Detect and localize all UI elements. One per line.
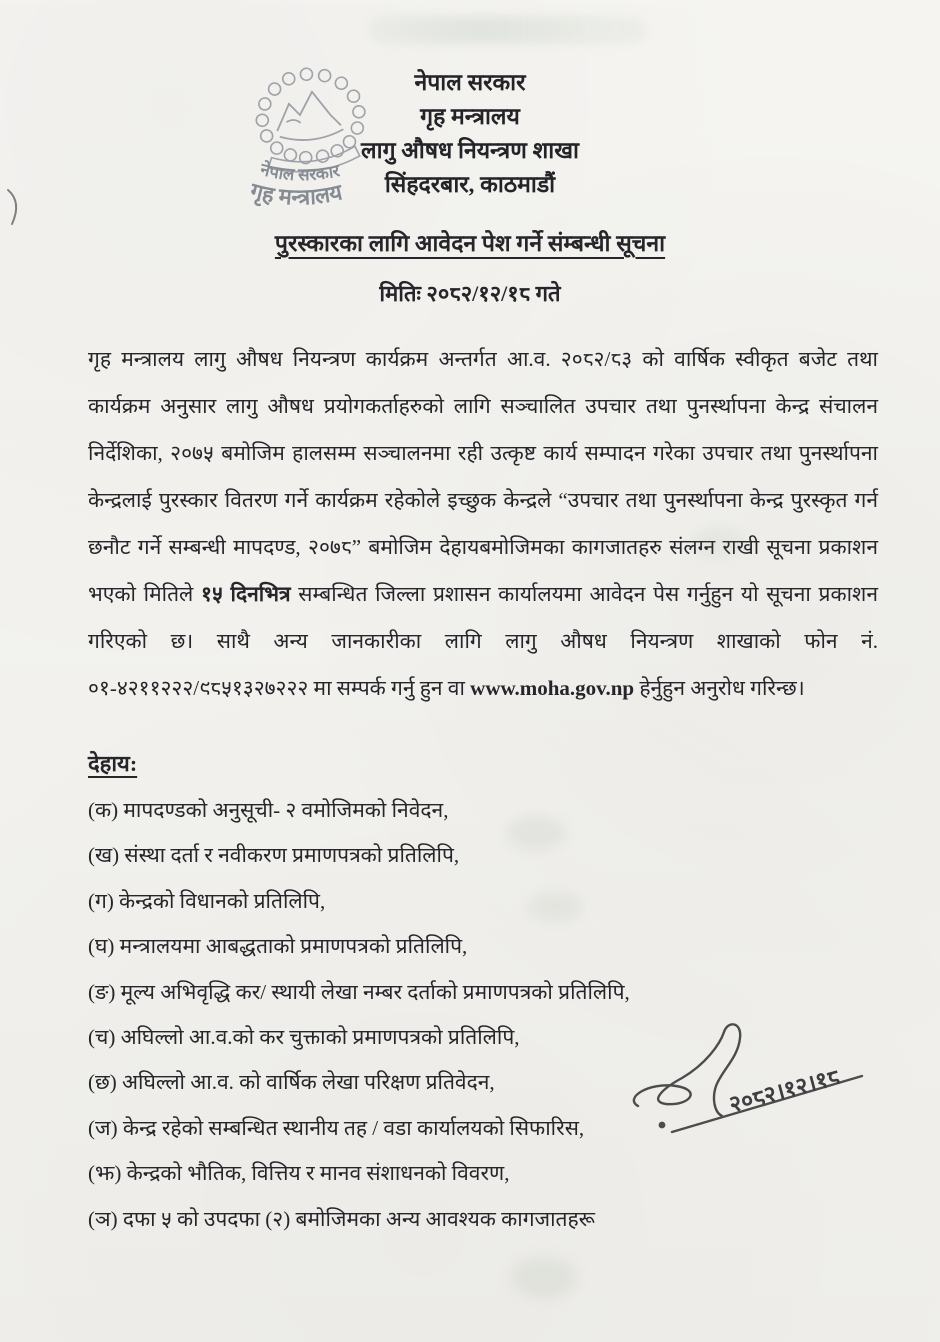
list-item: (च) अघिल्लो आ.व.को कर चुक्ताको प्रमाणपत्रको प्रतिलिपि, xyxy=(88,1025,520,1050)
nepal-emblem-stamp-icon xyxy=(228,58,396,216)
paragraph-part-3: हेर्नुहुन अनुरोध गरिन्छ। xyxy=(634,676,805,700)
notice-title-text: पुरस्कारका लागि आवेदन पेश गर्ने संम्बन्धी सूचना xyxy=(274,231,666,256)
paragraph-part-2: सम्बन्धित जिल्ला प्रशासन कार्यालयमा आवेदन पेस गर्नुहुन यो सूचना प्रकाशन गरिएको छ। साथै अन्य जानकारीका लागि लागु औषध नियन्त्रण शाखाको फोन नं. ०१-४२११२२२/९८५१३२७२२२ मा सम्पर्क गर्नु हुन वा xyxy=(88,582,878,700)
pen-mark xyxy=(2,186,30,230)
paragraph-part-1: गृह मन्त्रालय लागु औषध नियन्त्रण कार्यक्रम अन्तर्गत आ.व. २०८२/८३ को वार्षिक स्वीकृत बजेट तथा कार्यक्रम अनुसार लागु औषध प्रयोगकर्ताहरुको लागि सञ्चालित उपचार तथा पुनर्स्थापना केन्द्र संचालन निर्देशिका, २०७५ बमोजिम हालसम्म सञ्चालनमा रही उत्कृष्ट कार्य सम्पादन गरेका उपचार तथा पुनर्स्थापना केन्द्रलाई पुरस्कार वितरण गर्ने कार्यक्रम रहेकोले इच्छुक केन्द्रले “उपचार तथा पुनर्स्थापना केन्द्र पुरस्कृत गर्न छनौट गर्ने सम्बन्धी मापदण्ड, २०७८” बमोजिम देहायबमोजिमका कागजातहरु संलग्न राखी सूचना प्रकाशन भएको मितिले xyxy=(88,347,878,606)
stamp-text-government: नेपाल सरकार xyxy=(258,159,342,185)
list-item: (घ) मन्त्रालयमा आबद्धताको प्रमाणपत्रको प्रतिलिपि, xyxy=(88,934,468,959)
scan-smudge xyxy=(512,1258,576,1298)
list-item: (ञ) दफा ५ को उपदफा (२) बमोजिमका अन्य आवश्यक कागजातहरू xyxy=(88,1206,595,1231)
paragraph-bold-days: १५ दिनभित्र xyxy=(200,582,291,606)
list-item: (ङ) मूल्य अभिवृद्धि कर/ स्थायी लेखा नम्बर दर्ताको प्रमाणपत्रको प्रतिलिपि, xyxy=(88,979,630,1004)
letterhead-ministry: गृह मन्त्रालय xyxy=(420,104,520,129)
notice-date: मितिः २०८२/१२/१८ गते xyxy=(379,281,561,306)
list-item: (ख) संस्था दर्ता र नवीकरण प्रमाणपत्रको प्रतिलिपि, xyxy=(88,843,460,868)
list-item: (झ) केन्द्रको भौतिक, वित्तिय र मानव संशाधनको विवरण, xyxy=(88,1161,510,1186)
notice-body-paragraph xyxy=(88,336,878,712)
list-heading: देहाय: xyxy=(88,751,138,776)
letterhead xyxy=(0,0,940,202)
list-item: (छ) अघिल्लो आ.व. को वार्षिक लेखा परिक्षण प्रतिवेदन, xyxy=(88,1070,495,1095)
list-item: (क) मापदण्डको अनुसूची- २ वमोजिमको निवेदन, xyxy=(88,798,449,822)
signature xyxy=(618,1012,898,1152)
list-item: (ग) केन्द्रको विधानको प्रतिलिपि, xyxy=(88,888,326,913)
list-item: (ज) केन्द्र रहेको सम्बन्धित स्थानीय तह / वडा कार्यालयको सिफारिस, xyxy=(88,1115,585,1140)
stamp-text-ministry: गृह मन्त्रालय xyxy=(247,177,345,210)
signature-date-handwritten: २०८२।१२।१८ xyxy=(726,1063,843,1118)
letterhead-address: सिंहदरबार, काठमाडौं xyxy=(384,172,556,197)
letterhead-section: लागु औषध नियन्त्रण शाखा xyxy=(361,138,579,163)
letterhead-government: नेपाल सरकार xyxy=(414,70,526,95)
paragraph-website-url: www.moha.gov.np xyxy=(470,676,635,700)
notice-title xyxy=(0,226,940,258)
